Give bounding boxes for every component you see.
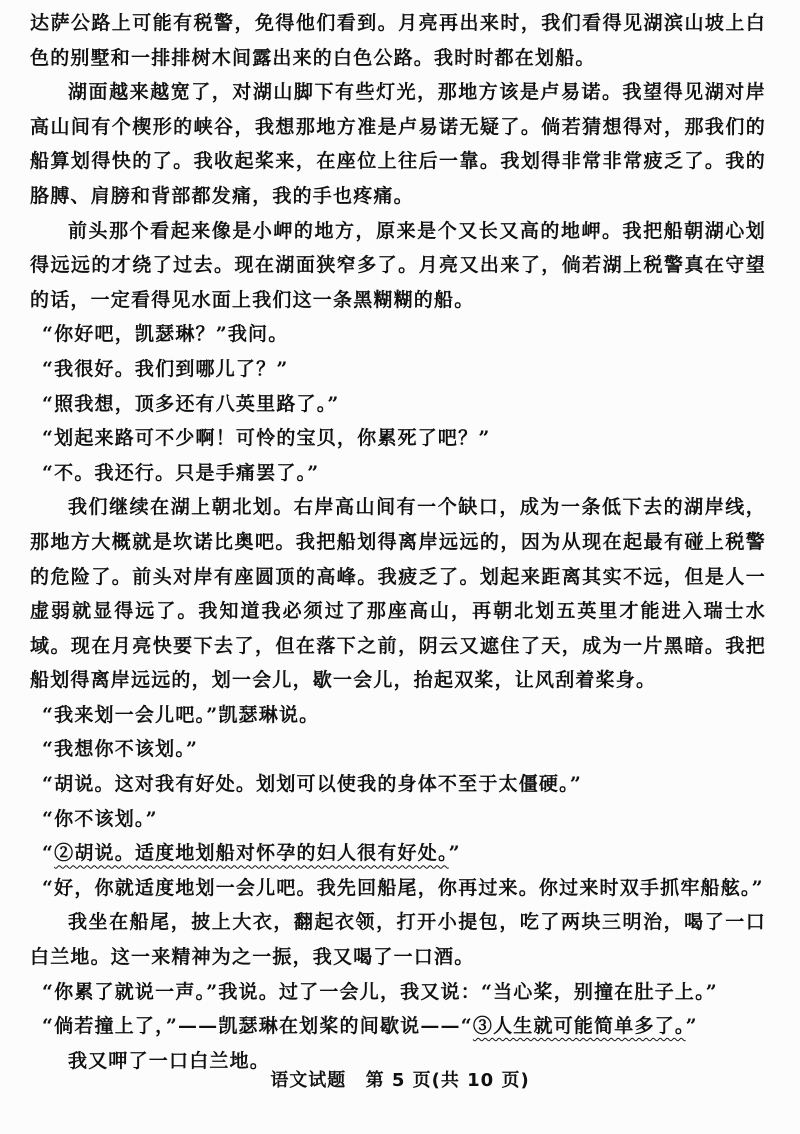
- quote-close: ”: [448, 842, 461, 865]
- dialogue-line: “你累了就说一声。”我说。过了一会儿，我又说：“当心桨，别撞在肚子上。”: [42, 980, 718, 1003]
- paragraph-2: 湖面越来越宽了，对湖山脚下有些灯光，那地方该是卢易诺。我望得见湖对岸高山间有个楔形的峡谷，我想那地方准是卢易诺无疑了。倘若猜想得对，那我们的船算划得快的了。我收起桨来，在座位上往后一靠。我划得非常非常疲乏了。我的胳膊、肩膀和背部都发痛，我的手也疼痛。: [30, 81, 766, 207]
- paragraph-4: 我们继续在湖上朝北划。右岸高山间有一个缺口，成为一条低下去的湖岸线，那地方大概就是坎诺比奥吧。我把船划得离岸远远的，因为从现在起最有碰上税警的危险了。前头对岸有座圆顶的高峰。我疲乏了。划起来距离其实不远，但是人一虚弱就显得远了。我知道我必须过了那座高山，再朝北划五英里才能进入瑞士水域。现在月亮快要下去了，但在落下之前，阴云又遮住了天，成为一片黑暗。我把船划得离岸远远的，划一会儿，歇一会儿，抬起双桨，让风刮着桨身。: [30, 496, 766, 692]
- text-body: [30, 6, 766, 1078]
- wavy-underlined-sentence-3: ③人生就可能简单多了。: [472, 1015, 686, 1038]
- dialogue-line-marked-2: [30, 836, 766, 871]
- quote-open: “: [42, 842, 55, 865]
- paragraph-1: 达萨公路上可能有税警，免得他们看到。月亮再出来时，我们看得见湖滨山坡上白色的别墅和一排排树木间露出来的白色公路。我时时都在划船。: [30, 12, 766, 69]
- quote-lead: “倘若撞上了，”——凯瑟琳在划桨的间歇说——“: [42, 1015, 473, 1038]
- dialogue-line: “我很好。我们到哪儿了？”: [42, 357, 289, 380]
- dialogue-line: “我想你不该划。”: [42, 738, 199, 761]
- wavy-underlined-sentence-2: ②胡说。适度地划船对怀孕的妇人很有好处。: [54, 842, 449, 865]
- paragraph-5: 我坐在船尾，披上大衣，翻起衣领，打开小提包，吃了两块三明治，喝了一口白兰地。这一来精神为之一振，我又喝了一口酒。: [30, 911, 766, 969]
- dialogue-line: “划起来路可不少啊！可怜的宝贝，你累死了吧？”: [42, 427, 491, 450]
- footer-page-number: 第 5 页(共 10 页): [365, 1070, 530, 1091]
- dialogue-line: “你好吧，凯瑟琳？”我问。: [42, 323, 289, 346]
- dialogue-line: “好，你就适度地划一会儿吧。我先回船尾，你再过来。你过来时双手抓牢船舷。”: [42, 876, 764, 899]
- quote-close: ”: [685, 1015, 698, 1038]
- footer-subject: 语文试题: [270, 1070, 347, 1091]
- dialogue-line: “我来划一会儿吧。”凯瑟琳说。: [42, 703, 320, 726]
- page-footer: [0, 1066, 800, 1092]
- paragraph-6: 我又呷了一口白兰地。: [68, 1049, 271, 1072]
- dialogue-line: “你不该划。”: [42, 807, 158, 830]
- paragraph-3: 前头那个看起来像是小岬的地方，原来是个又长又高的地岬。我把船朝湖心划得远远的才绕了过去。现在湖面狭窄多了。月亮又出来了，倘若湖上税警真在守望的话，一定看得见水面上我们这一条黑糊糊的船。: [30, 219, 766, 311]
- dialogue-line: “不。我还行。只是手痛罢了。”: [42, 461, 320, 484]
- dialogue-line: “胡说。这对我有好处。划划可以使我的身体不至于太僵硬。”: [42, 773, 582, 796]
- dialogue-line: “照我想，顶多还有八英里路了。”: [42, 392, 340, 415]
- dialogue-line-marked-3: [30, 1009, 766, 1044]
